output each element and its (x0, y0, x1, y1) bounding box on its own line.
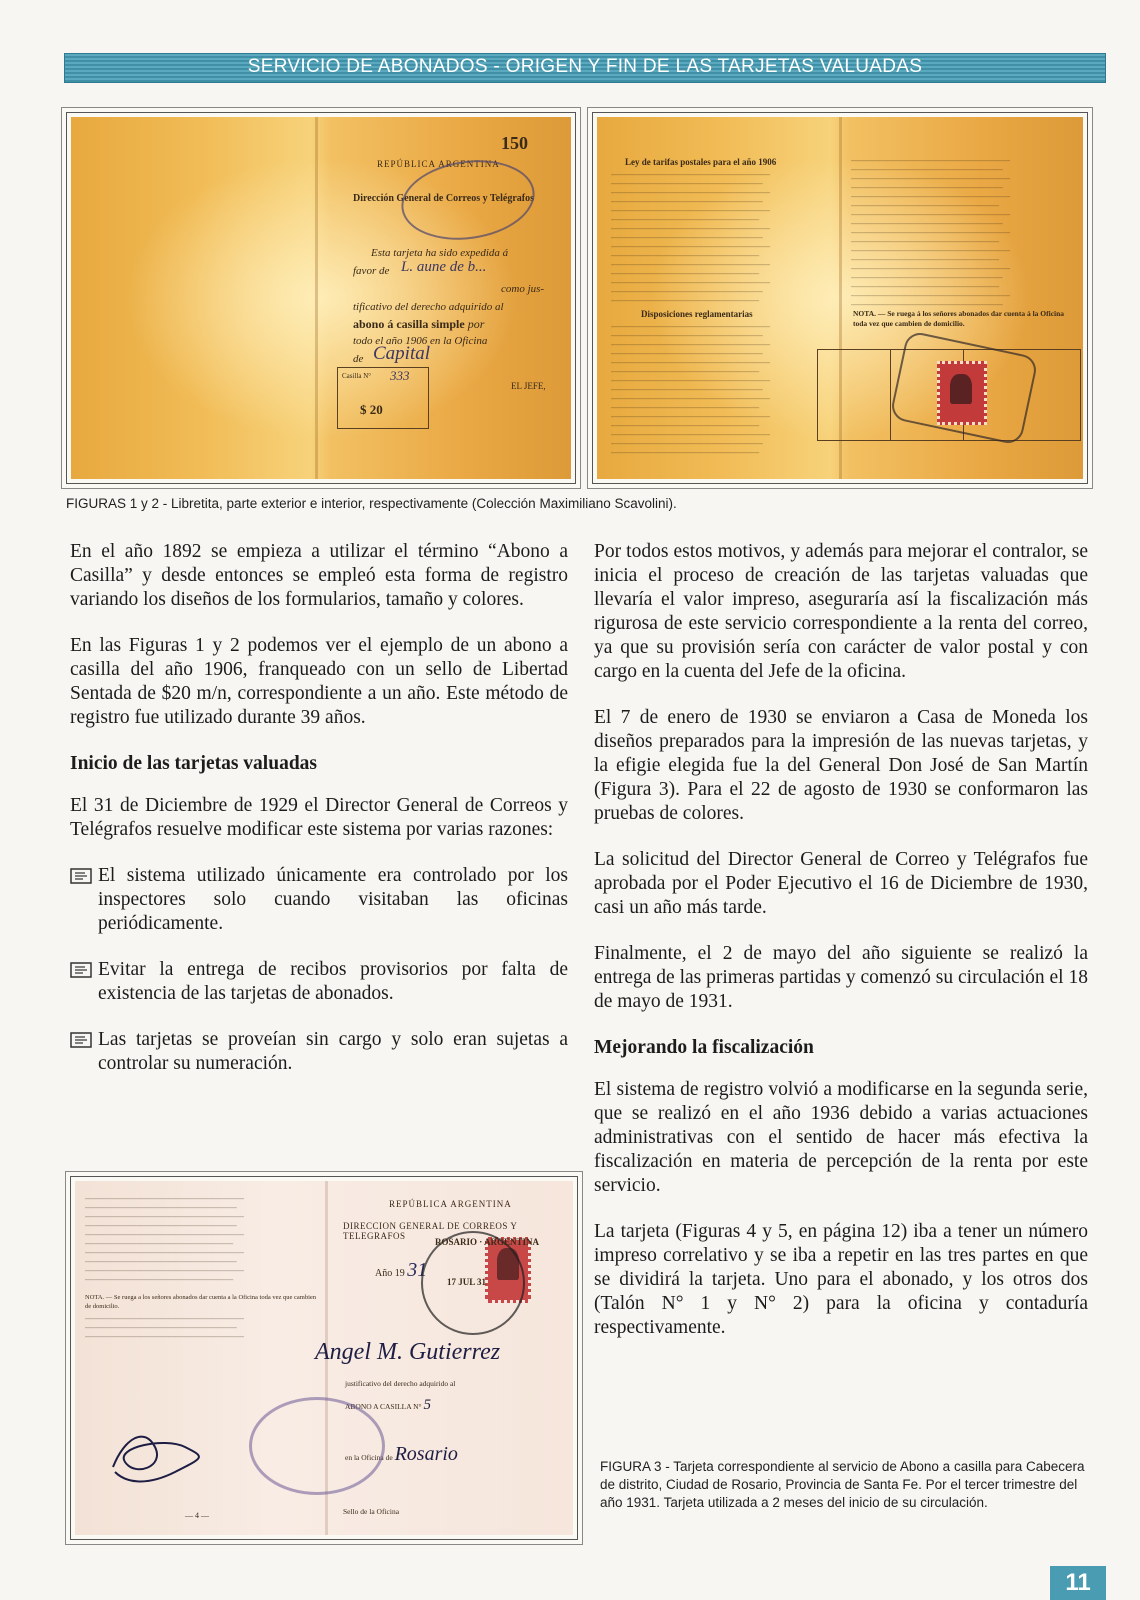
regulations-text-block: ──────────────────────────────────────────── ────────────────────────────────────────── ──────────────────────────────────────────── ────────────────────────────────────────── ──────────────────────────────────────────── ───────────────────────────────────────── ──────────────────────────────────────────── ────────────────────────────────────────── ──────────────────────────────────────────── ───────────────────────────────────────── ──────────────────────────────────────────── ───────────────────────────────────────── ──────────────────────────────────────────── ────────────────────────────────────────── ───────────────────────────────────────── (611, 324, 770, 457)
fig3-left-text-block-2: ──────────────────────────────────────────── ────────────────────────────────────────── ──────────────────────────────────────────── (85, 1316, 244, 1341)
card-text-line: todo el año 1906 en la Oficina (353, 335, 488, 347)
fig3-justificativo: justificativo del derecho adquirido al (345, 1379, 456, 1388)
card-direction: Dirección General de Correos y Telégrafos (353, 193, 534, 204)
card-text-line: tificativo del derecho adquirido al (353, 301, 504, 313)
section-header-band (64, 53, 1106, 83)
figure-2-card (597, 117, 1083, 479)
left-column (70, 540, 568, 1098)
bullet-item (70, 1028, 568, 1076)
section-header-title: SERVICIO DE ABONADOS - ORIGEN Y FIN DE LAS TARJETAS VALUADAS (247, 56, 923, 77)
casilla-box (337, 367, 429, 429)
card-text-line: como jus- (501, 283, 545, 295)
right-paragraph-1: Por todos estos motivos, y además para mejorar el contralor, se inicia el proceso de creación de las tarjetas valuadas que llevaría el valor impreso, aseguraría así la fiscalización más rigurosa de este servicio correspondiente a la renta del correo, ya que su provisión sería con carácter de valor postal y con cargo en la cuenta del Jefe de la oficina. (594, 541, 1088, 682)
tariff-law-title: Ley de tarifas postales para el año 1906 (625, 157, 777, 167)
right-paragraph-2: El 7 de enero de 1930 se enviaron a Casa de Moneda los diseños preparados para la impresión de las nuevas tarjetas, y la efigie elegida fue la del General Don José de San Martín (Figura 3). Para el 22 de agosto de 1930 se conformaron las pruebas de colores. (594, 707, 1088, 824)
figure-3-caption-label: FIGURA 3 (600, 1459, 662, 1474)
fig3-year (375, 1259, 427, 1282)
left-heading: Inicio de las tarjetas valuadas (70, 753, 318, 774)
fig3-direction: DIRECCION GENERAL DE CORREOS Y TELEGRAFOS (343, 1221, 517, 1241)
regulations-heading: Disposiciones reglamentarias (641, 309, 753, 319)
fig3-republic: REPÚBLICA ARGENTINA (389, 1199, 512, 1209)
card-abono-text: abono á casilla simple (353, 317, 465, 331)
postmark-date: 17 JUL 31 (447, 1277, 487, 1287)
fig3-left-text-block: ──────────────────────────────────────────── ────────────────────────────────────────── ──────────────────────────────────────────── ────────────────────────────────────────── ──────────────────────────────────────────── ───────────────────────────────────────── ──────────────────────────────────────────── ────────────────────────────────────────── ──────────────────────────────────────────── ───────────────────────────────────────── (85, 1196, 244, 1284)
fig3-abono-label: ABONO A CASILLA N° (345, 1402, 422, 1411)
handwritten-office: Capital (373, 343, 431, 364)
fig3-sello: Sello de la Oficina (343, 1507, 400, 1516)
bullet-item (70, 958, 568, 1006)
figure-3-card (75, 1181, 573, 1535)
figure-3-caption-text: - Tarjeta correspondiente al servicio de Abono a casilla para Cabecera de distrito, Ciudad de Rosario, Provincia de Santa Fe. Por el tercer trimestre del año 1931. Tarjeta utilizada a 2 meses del inicio de su circulación. (600, 1459, 1085, 1510)
fig3-office-seal (249, 1397, 385, 1495)
bullet-item (70, 864, 568, 936)
bullet-text: El sistema utilizado únicamente era controlado por los inspectores solo cuando visitaban las oficinas periódicamente. (98, 865, 568, 934)
fig3-oficina-label: en la Oficina de (345, 1453, 393, 1462)
note-bullet-icon (70, 958, 98, 982)
figures-1-2-caption: FIGURAS 1 y 2 - Libretita, parte exterior e interior, respectivamente (Colección Maximiliano Scavolini). (66, 496, 677, 511)
amount-value: $ 20 (360, 402, 383, 417)
postmark-text: ROSARIO · ARGENTINA (435, 1237, 540, 1247)
casilla-number: 333 (390, 368, 410, 383)
fig3-handwritten-name: Angel M. Gutierrez (315, 1339, 501, 1365)
card-text-line: favor de (353, 265, 390, 277)
page-number: 11 (1050, 1566, 1106, 1600)
right-paragraph-3: La solicitud del Director General de Correo y Telégrafos fue aprobada por el Poder Ejecutivo el 16 de Diciembre de 1930, casi un año más tarde. (594, 849, 1088, 918)
card-text-line: Esta tarjeta ha sido expedida á (371, 247, 509, 259)
card-number: 150 (501, 133, 528, 153)
right-heading: Mejorando la fiscalización (594, 1037, 814, 1058)
tariff-text-block: ──────────────────────────────────────────── ────────────────────────────────────────── ──────────────────────────────────────────── ────────────────────────────────────────── ──────────────────────────────────────────── ───────────────────────────────────────── ──────────────────────────────────────────── ────────────────────────────────────────── ──────────────────────────────────────────── ───────────────────────────────────────── ──────────────────────────────────────────── ───────────────────────────────────────── ──────────────────────────────────────────── ────────────────────────────────────────── ───────────────────────────────────────── (611, 172, 770, 305)
right-paragraph-4: Finalmente, el 2 de mayo del año siguiente se realizó la entrega de las primeras partidas y comenzó su circulación el 18 de mayo de 1931. (594, 943, 1088, 1012)
figure-1-card (71, 117, 571, 479)
right-column (594, 540, 1088, 1362)
right-paragraph-6: La tarjeta (Figuras 4 y 5, en página 12) iba a tener un número impreso correlativo y se iba a repetir en las tres partes en que se dividirá la tarjeta. Uno para el abonado, y los otros dos (Talón N° 1 y N° 2) para la oficina y contaduría respectivamente. (594, 1221, 1088, 1338)
card-por-text: por (467, 317, 485, 331)
fig3-casilla-hand: 5 (423, 1397, 431, 1413)
fig3-nota: NOTA. — Se ruega a los señores abonados dar cuenta a la Oficina toda vez que cambien de domicilio. (85, 1294, 317, 1310)
left-paragraph-3: El 31 de Diciembre de 1929 el Director General de Correos y Telégrafos resuelve modificar este sistema por varias razones: (70, 795, 568, 840)
card-text-bold-line (353, 317, 484, 332)
right-panel-text-block: ──────────────────────────────────────────── ────────────────────────────────────────── ──────────────────────────────────────────── ────────────────────────────────────────── ──────────────────────────────────────────── ───────────────────────────────────────── ──────────────────────────────────────────── ────────────────────────────────────────── ──────────────────────────────────────────── ───────────────────────────────────────── ──────────────────────────────────────────── ───────────────────────────────────────── ──────────────────────────────────────────── ────────────────────────────────────────── ───────────────────────────────────────── ──────────────────────────────────────────── ────────────────────────────────────────── (851, 158, 1010, 307)
figure-3-caption (600, 1458, 1090, 1512)
left-paragraph-1: En el año 1892 se empieza a utilizar el término “Abono a Casilla” y desde entonces se empleó esta forma de registro variando los diseños de los formularios, tamaño y colores. (70, 541, 568, 610)
card-text-line: de (353, 353, 364, 365)
note-bullet-icon (70, 864, 98, 888)
fig3-year-label: Año 19 (375, 1268, 405, 1279)
right-paragraph-5: El sistema de registro volvió a modificarse en la segunda serie, que se realizó en el año 1936 debido a varias actuaciones administrativas con el sentido de hacer más efectiva la fiscalización en materia de percepción de la renta por este servicio. (594, 1079, 1088, 1196)
note-bullet-icon (70, 1028, 98, 1052)
bullet-text: Las tarjetas se proveían sin cargo y solo eran sujetas a controlar su numeración. (98, 1029, 568, 1074)
card-nota: NOTA. — Se ruega á los señores abonados dar cuenta á la Oficina toda vez que cambien de domicilio. (853, 309, 1065, 328)
figure-1-booklet-exterior (66, 112, 576, 484)
fig3-oficina-hand: Rosario (394, 1443, 458, 1465)
casilla-label: Casilla N° (342, 372, 372, 380)
figure-2-booklet-interior (592, 112, 1088, 484)
handwritten-name: L. aune de b... (401, 259, 487, 275)
card-republic: REPÚBLICA ARGENTINA (377, 159, 500, 169)
signature-icon (105, 1417, 215, 1487)
bullet-text: Evitar la entrega de recibos provisorios por falta de existencia de las tarjetas de abonados. (98, 959, 568, 1004)
left-paragraph-2: En las Figuras 1 y 2 podemos ver el ejemplo de un abono a casilla del año 1906, franqueado con un sello de Libertad Sentada de $20 m/n, correspondiente a un año. Este método de registro fue utilizado durante 39 años. (70, 635, 568, 728)
fig3-year-hand: 31 (407, 1259, 428, 1281)
fig3-page-mark: — 4 — (185, 1511, 209, 1520)
jefe-label: EL JEFE, (511, 381, 546, 391)
figure-3-abono-card (70, 1176, 578, 1540)
